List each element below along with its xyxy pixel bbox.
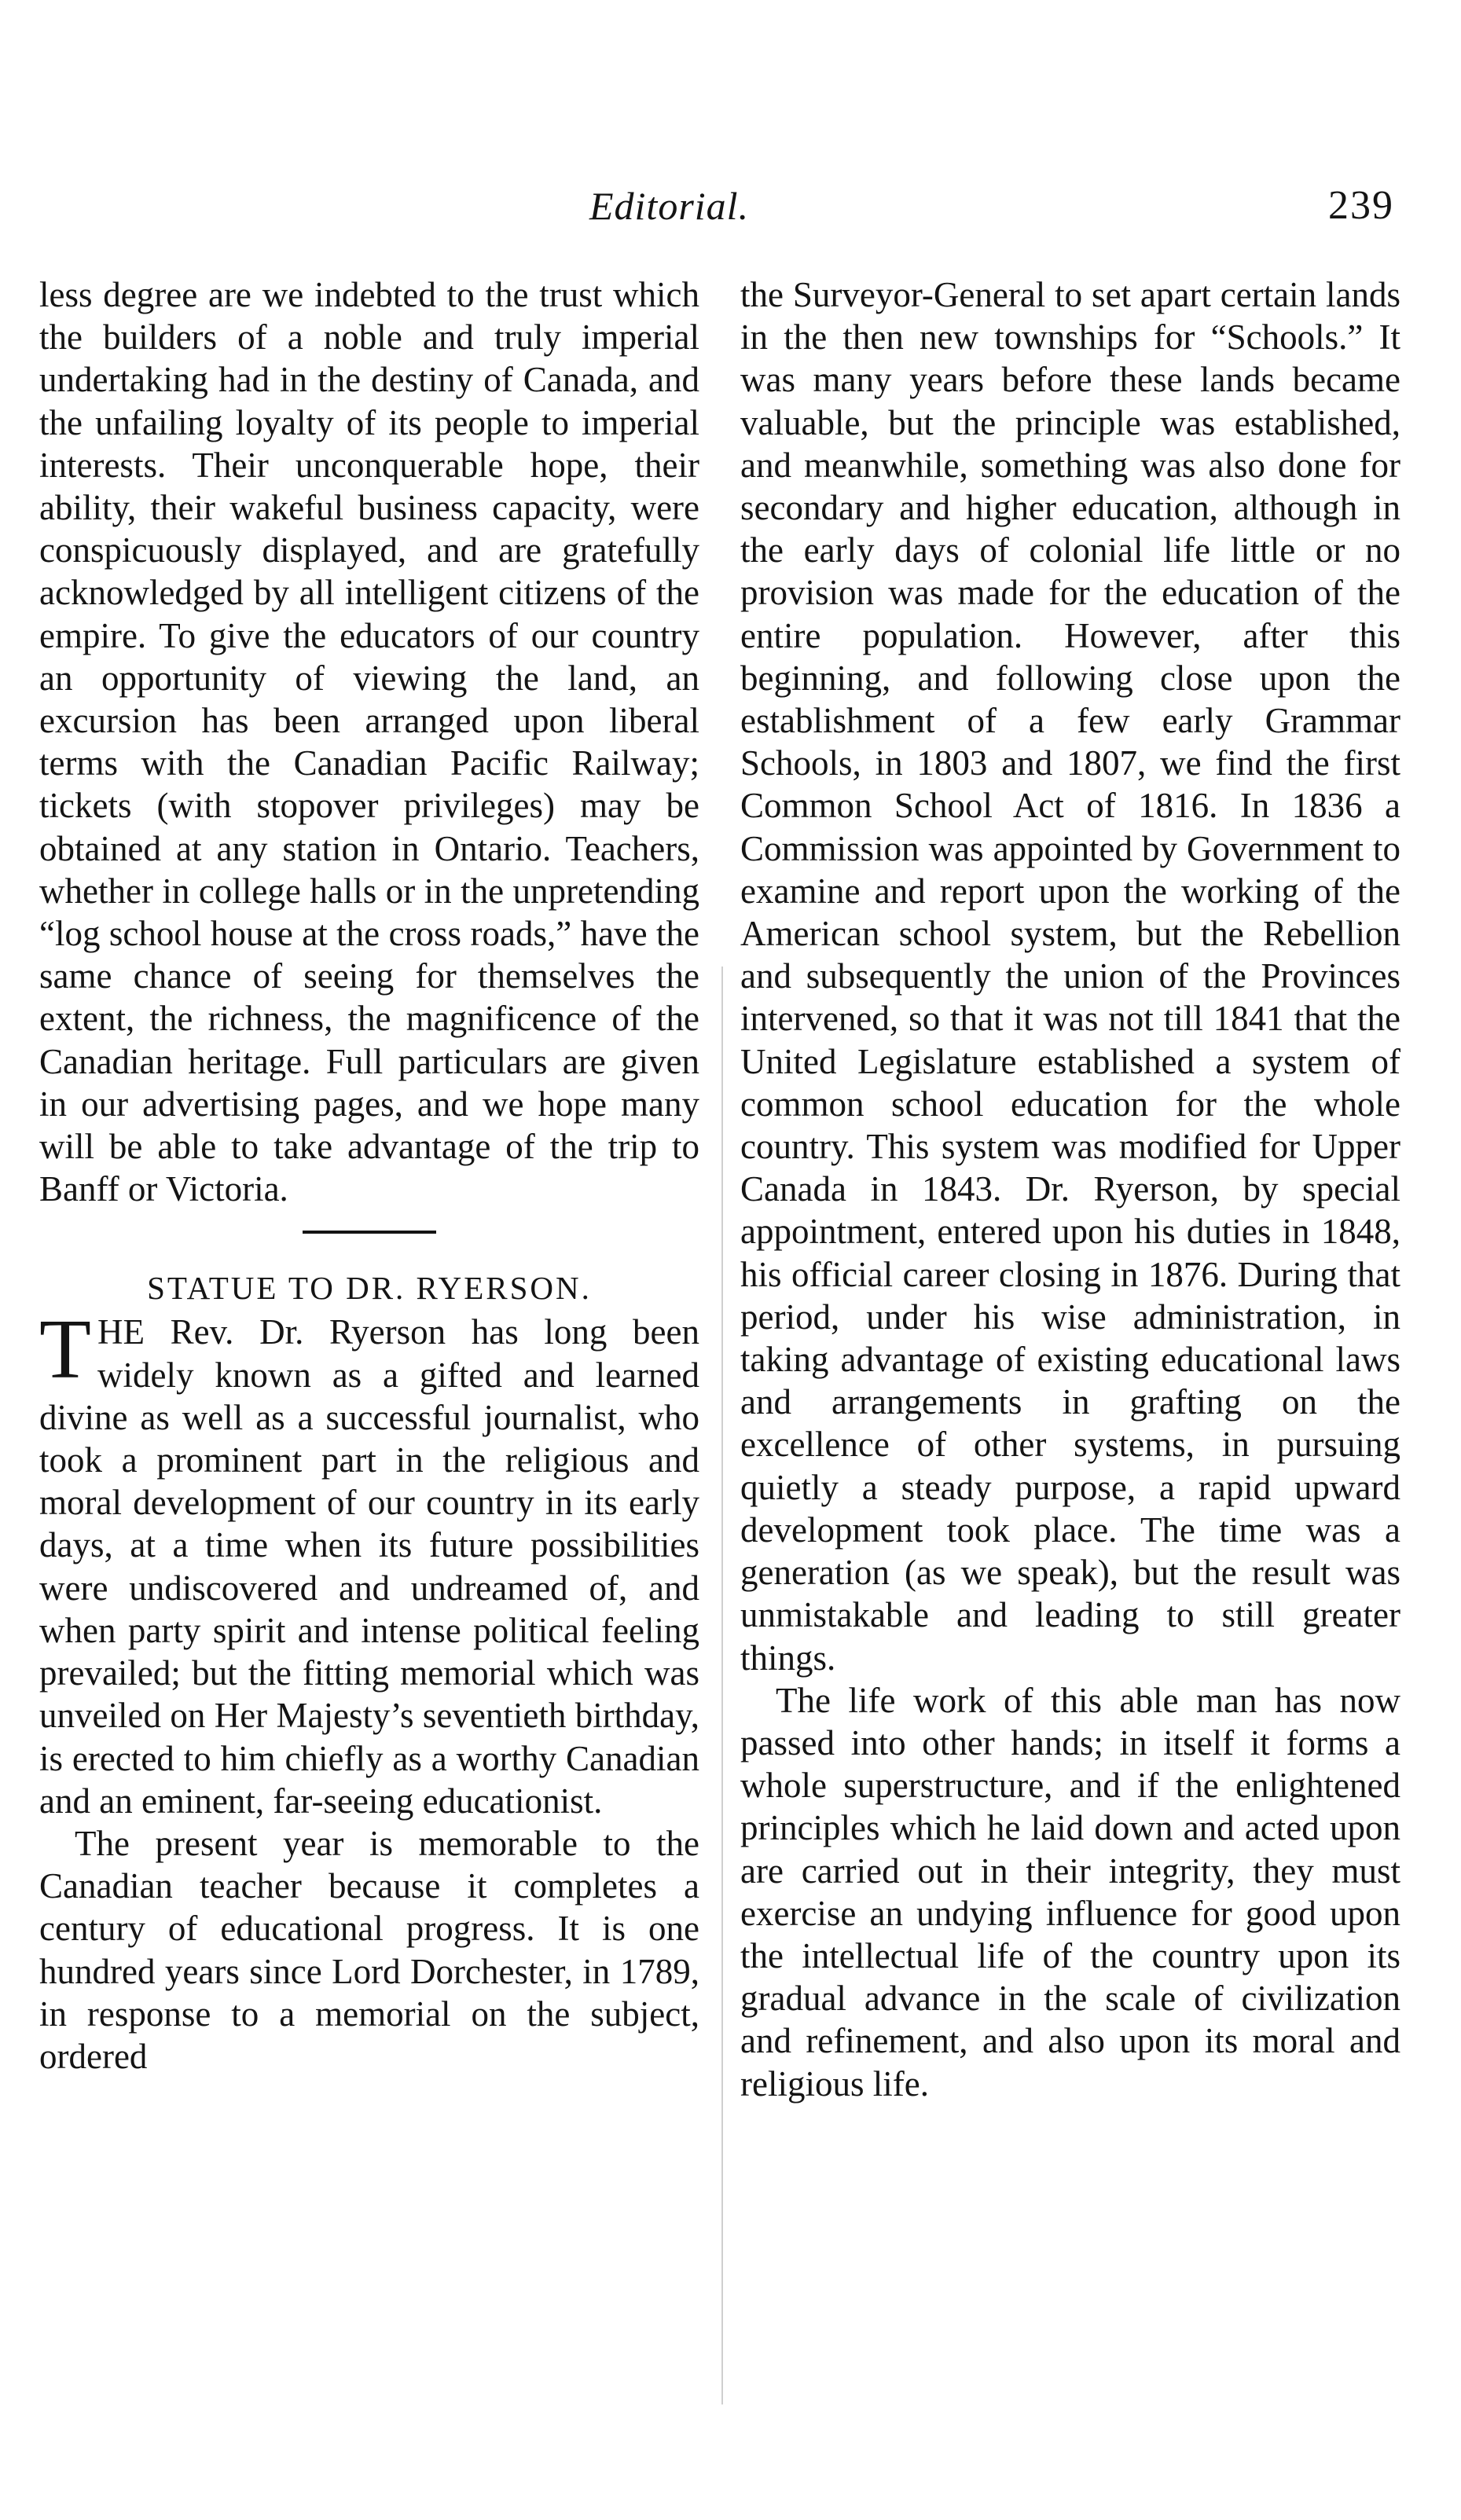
running-head bbox=[0, 182, 1461, 237]
section-paragraph-2: The present year is memorable to the Canadian teacher because it completes a century of educational progress. It is one hundred years since Lord Dorchester, in 1789, in response to a memorial on the subject, ordered bbox=[39, 1823, 699, 2076]
section-paragraph-1-text: HE Rev. Dr. Ryerson has long been widely known as a gifted and learned divine as well as a successful journalist, who took a prominent part in the religious and moral development of our country in its early days, at a time when its future possibilities were undiscovered and undreamed of, and when party spirit and intense political feeling prevailed; but the fitting memorial which was unveiled on Her Majesty’s seventieth birthday, is erected to him chiefly as a worthy Canadian and an eminent, far-seeing educationist. bbox=[39, 1312, 699, 1821]
right-paragraph-1: the Surveyor-General to set apart certain lands in the then new townships for “Schools.” It was many years before these lands became valuable, but the principle was established, and meanwhile, something was also done for secondary and higher education, although in the early days of colonial life little or no provision was made for the education of the entire population. However, after this beginning, and following close upon the establishment of a few early Grammar Schools, in 1803 and 1807, we find the first Common School Act of 1816. In 1836 a Commission was appointed by Government to examine and report upon the working of the American school system, but the Rebellion and subsequently the union of the Provinces intervened, so that it was not till 1841 that the United Legislature established a system of common school education for the whole country. This system was modified for Upper Canada in 1843. Dr. Ryerson, by special appointment, entered upon his duties in 1848, his official career closing in 1876. During that period, under his wise administration, in taking advantage of existing educational laws and arrangements in grafting on the excellence of other systems, in pursuing quietly a steady purpose, a rapid upward development took place. The time was a generation (as we speak), but the result was unmistakable and leading to still greater things. bbox=[740, 275, 1400, 1678]
section-divider-rule bbox=[303, 1231, 436, 1234]
dropcap: T bbox=[39, 1303, 91, 1397]
opening-paragraph: less degree are we indebted to the trust which the builders of a noble and truly imperial undertaking had in the destiny of Canada, and the unfailing loyalty of its people to imperial interests. Their unconquerable hope, their ability, their wakeful business capacity, were conspicuously displayed, and are gratefully acknowledged by all intelligent citizens of the empire. To give the educators of our country an opportunity of viewing the land, an excursion has been arranged upon liberal terms with the Canadian Pacific Railway; tickets (with stopover privileges) may be obtained at any station in Ontario. Teachers, whether in college halls or in the unpretending “log school house at the cross roads,” have the same chance of seeing for themselves the extent, the richness, the magnificence of the Canadian heritage. Full particulars are given in our advertising pages, and we hope many will be able to take advantage of the trip to Banff or Victoria. bbox=[39, 275, 699, 1209]
right-column bbox=[740, 273, 1400, 2105]
running-title: Editorial. bbox=[589, 184, 750, 228]
column-divider bbox=[721, 967, 723, 2404]
left-column bbox=[39, 273, 699, 2078]
right-paragraph-2: The life work of this able man has now passed into other hands; in itself it forms a whole superstructure, and if the enlightened principles which he laid down and acted upon are carried out in their integrity, they must exercise an undying influence for good upon the intellectual life of the country upon its gradual advance in the scale of civilization and refinement, and also upon its moral and religious life. bbox=[740, 1680, 1400, 2104]
section-heading: STATUE TO DR. RYERSON. bbox=[147, 1270, 592, 1307]
page-number: 239 bbox=[1328, 183, 1394, 228]
section-paragraph-1 bbox=[39, 1303, 699, 1821]
